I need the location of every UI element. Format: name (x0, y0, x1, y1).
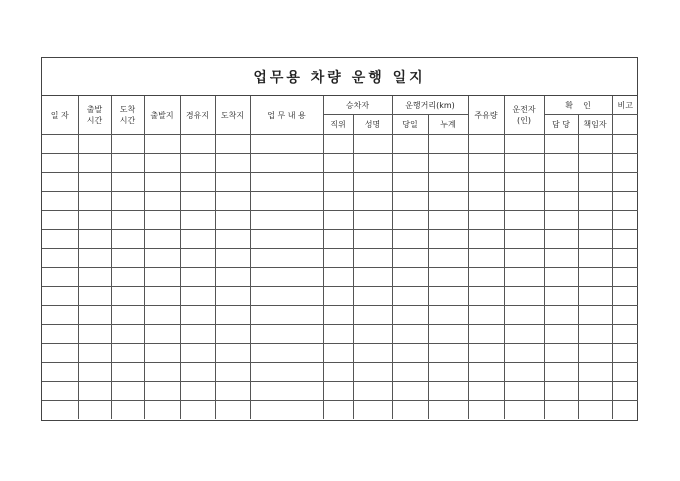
driver-header (504, 96, 544, 135)
entry-cell[interactable] (578, 287, 612, 306)
entry-cell[interactable] (612, 306, 638, 325)
entry-cell[interactable] (612, 325, 638, 344)
entry-cell[interactable] (392, 306, 428, 325)
entry-cell[interactable] (544, 344, 578, 363)
entry-cell[interactable] (323, 325, 353, 344)
entry-cell[interactable] (578, 325, 612, 344)
table-row (42, 306, 638, 325)
entry-cell[interactable] (544, 268, 578, 287)
entry-cell[interactable] (612, 344, 638, 363)
entry-cell[interactable] (250, 135, 323, 154)
entry-cell[interactable] (392, 154, 428, 173)
entry-cell[interactable] (215, 268, 250, 287)
entry-cell[interactable] (392, 192, 428, 211)
table-row (42, 173, 638, 192)
entry-cell[interactable] (323, 211, 353, 230)
entry-cell[interactable] (78, 154, 111, 173)
arrive-time-header-line2: 시간 (119, 116, 136, 125)
entry-cell[interactable] (144, 363, 180, 382)
entry-cell[interactable] (578, 344, 612, 363)
entry-cell[interactable] (428, 287, 468, 306)
entry-cell[interactable] (504, 287, 544, 306)
entry-cell[interactable] (180, 173, 215, 192)
entry-cell[interactable] (250, 268, 323, 287)
entry-cell[interactable] (250, 306, 323, 325)
entry-cell[interactable] (504, 211, 544, 230)
entry-cell[interactable] (428, 154, 468, 173)
entry-cell[interactable] (612, 173, 638, 192)
origin-header: 출발지 (144, 96, 180, 135)
entry-cell[interactable] (180, 382, 215, 401)
vehicle-log-form (41, 57, 638, 421)
entry-cell[interactable] (468, 249, 504, 268)
entry-cell[interactable] (428, 230, 468, 249)
entry-cell[interactable] (78, 192, 111, 211)
entry-cell[interactable] (544, 211, 578, 230)
entry-cell[interactable] (215, 363, 250, 382)
entry-cell[interactable] (250, 192, 323, 211)
entry-cell[interactable] (578, 211, 612, 230)
entry-cell[interactable] (392, 363, 428, 382)
entry-cell[interactable] (353, 344, 392, 363)
entry-cell[interactable] (180, 249, 215, 268)
entry-cell[interactable] (612, 249, 638, 268)
confirm-manager-header: 책임자 (578, 115, 612, 135)
entry-cell[interactable] (111, 325, 144, 344)
entry-cell[interactable] (180, 363, 215, 382)
confirm-header: 확 인 (544, 96, 612, 115)
entry-cell[interactable] (78, 325, 111, 344)
entry-cell[interactable] (468, 344, 504, 363)
entry-cell[interactable] (215, 211, 250, 230)
entry-cell[interactable] (504, 325, 544, 344)
entry-cell[interactable] (428, 344, 468, 363)
entry-cell[interactable] (428, 306, 468, 325)
entry-cell[interactable] (215, 135, 250, 154)
entry-cell[interactable] (468, 268, 504, 287)
entry-cell[interactable] (111, 154, 144, 173)
entry-cell[interactable] (42, 249, 78, 268)
entry-cell[interactable] (323, 306, 353, 325)
entry-cell[interactable] (578, 268, 612, 287)
distance-total-header: 누계 (428, 115, 468, 135)
entry-cell[interactable] (42, 287, 78, 306)
entry-cell[interactable] (353, 287, 392, 306)
entry-cell[interactable] (612, 382, 638, 401)
entry-cell[interactable] (42, 306, 78, 325)
entry-cell[interactable] (78, 401, 111, 420)
entry-cell[interactable] (144, 401, 180, 420)
entry-cell[interactable] (180, 135, 215, 154)
entry-cell[interactable] (215, 401, 250, 420)
entry-cell[interactable] (42, 230, 78, 249)
entry-cell[interactable] (144, 325, 180, 344)
remarks-sub-cell (612, 115, 638, 135)
entry-cell[interactable] (504, 173, 544, 192)
entry-cell[interactable] (78, 287, 111, 306)
entry-cell[interactable] (353, 230, 392, 249)
entry-cell[interactable] (215, 306, 250, 325)
entry-cell[interactable] (353, 306, 392, 325)
entry-cell[interactable] (428, 363, 468, 382)
entry-cell[interactable] (468, 211, 504, 230)
entry-cell[interactable] (392, 382, 428, 401)
entry-cell[interactable] (144, 154, 180, 173)
entry-cell[interactable] (215, 192, 250, 211)
entry-cell[interactable] (250, 211, 323, 230)
entry-cell[interactable] (468, 306, 504, 325)
entry-cell[interactable] (353, 173, 392, 192)
entry-cell[interactable] (78, 268, 111, 287)
entry-cell[interactable] (578, 306, 612, 325)
table-row (42, 211, 638, 230)
entry-cell[interactable] (180, 344, 215, 363)
passenger-rank-header: 직위 (323, 115, 353, 135)
entry-cell[interactable] (78, 306, 111, 325)
entry-cell[interactable] (544, 306, 578, 325)
entry-cell[interactable] (111, 173, 144, 192)
header-row-1 (42, 96, 638, 115)
entry-cell[interactable] (144, 230, 180, 249)
entry-cell[interactable] (78, 135, 111, 154)
entry-cell[interactable] (353, 382, 392, 401)
entry-cell[interactable] (250, 363, 323, 382)
entry-cell[interactable] (428, 249, 468, 268)
entry-cell[interactable] (392, 211, 428, 230)
entry-cell[interactable] (612, 287, 638, 306)
entry-cell[interactable] (215, 154, 250, 173)
entry-cell[interactable] (323, 173, 353, 192)
table-row (42, 325, 638, 344)
entry-cell[interactable] (111, 382, 144, 401)
entry-cell[interactable] (504, 268, 544, 287)
entry-cell[interactable] (323, 192, 353, 211)
entry-cell[interactable] (323, 154, 353, 173)
entry-cell[interactable] (111, 192, 144, 211)
entry-cell[interactable] (468, 135, 504, 154)
entry-cell[interactable] (111, 135, 144, 154)
entry-cell[interactable] (42, 154, 78, 173)
arrive-time-header (111, 96, 144, 135)
table-row (42, 268, 638, 287)
entry-cell[interactable] (215, 344, 250, 363)
entry-cell[interactable] (180, 154, 215, 173)
table-row (42, 230, 638, 249)
entry-cell[interactable] (250, 230, 323, 249)
title-row (42, 58, 637, 96)
entry-cell[interactable] (544, 401, 578, 420)
entry-cell[interactable] (504, 249, 544, 268)
task-header: 업 무 내 용 (250, 96, 323, 135)
entry-cell[interactable] (250, 344, 323, 363)
entry-cell[interactable] (468, 173, 504, 192)
entry-cell[interactable] (215, 325, 250, 344)
entry-cell[interactable] (180, 211, 215, 230)
entry-cell[interactable] (42, 401, 78, 420)
entry-cell[interactable] (144, 192, 180, 211)
entry-cell[interactable] (78, 173, 111, 192)
entry-cell[interactable] (578, 192, 612, 211)
table-row (42, 135, 638, 154)
entry-cell[interactable] (612, 154, 638, 173)
entry-cell[interactable] (323, 230, 353, 249)
depart-time-header-line1: 출발 (86, 105, 103, 114)
arrive-time-header-line1: 도착 (119, 105, 136, 114)
table-row (42, 401, 638, 420)
entry-cell[interactable] (353, 268, 392, 287)
entry-cell[interactable] (504, 192, 544, 211)
entry-cell[interactable] (250, 401, 323, 420)
entry-cell[interactable] (428, 211, 468, 230)
entry-cell[interactable] (504, 306, 544, 325)
form-title: 업무용 차량 운행 일지 (253, 69, 426, 86)
entry-cell[interactable] (215, 382, 250, 401)
entry-cell[interactable] (180, 306, 215, 325)
entry-cell[interactable] (180, 287, 215, 306)
entry-cell[interactable] (42, 363, 78, 382)
entry-cell[interactable] (323, 363, 353, 382)
entry-cell[interactable] (78, 382, 111, 401)
entry-cell[interactable] (544, 154, 578, 173)
entry-cell[interactable] (353, 135, 392, 154)
entry-cell[interactable] (392, 230, 428, 249)
entry-cell[interactable] (144, 287, 180, 306)
entry-cell[interactable] (544, 249, 578, 268)
entry-cell[interactable] (428, 401, 468, 420)
entry-cell[interactable] (78, 211, 111, 230)
entry-cell[interactable] (544, 135, 578, 154)
table-row (42, 154, 638, 173)
entry-cell[interactable] (111, 363, 144, 382)
entry-cell[interactable] (144, 173, 180, 192)
entry-cell[interactable] (544, 287, 578, 306)
entry-cell[interactable] (392, 287, 428, 306)
entry-cell[interactable] (353, 154, 392, 173)
entry-cell[interactable] (544, 173, 578, 192)
entry-cell[interactable] (215, 173, 250, 192)
entry-cell[interactable] (42, 192, 78, 211)
passenger-header: 승차자 (323, 96, 392, 115)
entry-cell[interactable] (612, 401, 638, 420)
entry-cell[interactable] (578, 230, 612, 249)
entry-cell[interactable] (78, 344, 111, 363)
entry-cell[interactable] (612, 135, 638, 154)
entry-cell[interactable] (353, 249, 392, 268)
log-table (42, 96, 638, 419)
table-row (42, 287, 638, 306)
driver-header-line2: (인) (517, 116, 531, 125)
entry-cell[interactable] (180, 325, 215, 344)
entry-cell[interactable] (111, 268, 144, 287)
table-row (42, 249, 638, 268)
entry-cell[interactable] (250, 325, 323, 344)
entry-cell[interactable] (353, 363, 392, 382)
entry-cell[interactable] (612, 192, 638, 211)
entry-cell[interactable] (144, 268, 180, 287)
entry-cell[interactable] (42, 268, 78, 287)
entry-cell[interactable] (323, 268, 353, 287)
entry-cell[interactable] (428, 325, 468, 344)
entry-cell[interactable] (111, 249, 144, 268)
entry-cell[interactable] (250, 287, 323, 306)
entry-cell[interactable] (428, 268, 468, 287)
entry-cell[interactable] (578, 363, 612, 382)
depart-time-header-line2: 시간 (86, 116, 103, 125)
entry-cell[interactable] (578, 382, 612, 401)
driver-header-line1: 운전자 (512, 105, 536, 114)
entry-cell[interactable] (180, 268, 215, 287)
destination-header: 도착지 (215, 96, 250, 135)
table-row (42, 344, 638, 363)
entry-cell[interactable] (504, 230, 544, 249)
entry-cell[interactable] (612, 211, 638, 230)
entry-cell[interactable] (144, 135, 180, 154)
entry-cell[interactable] (468, 401, 504, 420)
entry-cell[interactable] (578, 173, 612, 192)
entry-cell[interactable] (504, 154, 544, 173)
entry-cell[interactable] (42, 325, 78, 344)
entry-cell[interactable] (323, 344, 353, 363)
entry-cell[interactable] (578, 135, 612, 154)
entry-cell[interactable] (428, 135, 468, 154)
entry-cell[interactable] (468, 230, 504, 249)
entry-cell[interactable] (180, 192, 215, 211)
entry-cell[interactable] (428, 192, 468, 211)
entry-cell[interactable] (428, 173, 468, 192)
entry-cell[interactable] (544, 325, 578, 344)
entry-cell[interactable] (578, 401, 612, 420)
entry-cell[interactable] (180, 401, 215, 420)
entry-cell[interactable] (468, 382, 504, 401)
entry-cell[interactable] (544, 382, 578, 401)
remarks-header: 비고 (612, 96, 638, 115)
depart-time-header (78, 96, 111, 135)
entry-cell[interactable] (250, 173, 323, 192)
confirm-staff-header: 담 당 (544, 115, 578, 135)
entry-cell[interactable] (144, 344, 180, 363)
entry-cell[interactable] (544, 363, 578, 382)
entry-cell[interactable] (323, 249, 353, 268)
entry-cell[interactable] (392, 268, 428, 287)
entry-cell[interactable] (323, 287, 353, 306)
passenger-name-header: 성명 (353, 115, 392, 135)
entry-cell[interactable] (111, 211, 144, 230)
entry-cell[interactable] (42, 173, 78, 192)
table-row (42, 382, 638, 401)
entry-cell[interactable] (504, 401, 544, 420)
entry-cell[interactable] (612, 363, 638, 382)
entry-cell[interactable] (392, 325, 428, 344)
entry-cell[interactable] (78, 230, 111, 249)
entry-cell[interactable] (428, 382, 468, 401)
entry-cell[interactable] (78, 363, 111, 382)
entry-cell[interactable] (578, 249, 612, 268)
entry-cell[interactable] (544, 230, 578, 249)
entry-cell[interactable] (612, 268, 638, 287)
entry-cell[interactable] (392, 401, 428, 420)
entry-cell[interactable] (392, 135, 428, 154)
entry-cell[interactable] (144, 249, 180, 268)
entry-cell[interactable] (144, 306, 180, 325)
entry-cell[interactable] (468, 154, 504, 173)
entry-cell[interactable] (78, 249, 111, 268)
distance-day-header: 당일 (392, 115, 428, 135)
entry-cell[interactable] (578, 154, 612, 173)
entry-cell[interactable] (468, 192, 504, 211)
entry-cell[interactable] (111, 401, 144, 420)
entry-cell[interactable] (111, 344, 144, 363)
entry-cell[interactable] (468, 325, 504, 344)
entry-cell[interactable] (111, 306, 144, 325)
entry-cell[interactable] (504, 344, 544, 363)
entry-cell[interactable] (504, 382, 544, 401)
entry-cell[interactable] (323, 401, 353, 420)
table-row (42, 192, 638, 211)
entry-cell[interactable] (250, 154, 323, 173)
entry-cell[interactable] (544, 192, 578, 211)
entry-cell[interactable] (504, 135, 544, 154)
waypoint-header: 경유지 (180, 96, 215, 135)
entry-cell[interactable] (323, 382, 353, 401)
entry-cell[interactable] (250, 249, 323, 268)
entry-cell[interactable] (215, 249, 250, 268)
entry-cell[interactable] (612, 230, 638, 249)
entry-cell[interactable] (144, 211, 180, 230)
entry-cell[interactable] (353, 192, 392, 211)
entry-cell[interactable] (468, 363, 504, 382)
entry-cell[interactable] (180, 230, 215, 249)
entry-cell[interactable] (250, 382, 323, 401)
entry-cell[interactable] (392, 344, 428, 363)
entry-cell[interactable] (353, 211, 392, 230)
entry-cell[interactable] (353, 401, 392, 420)
table-row (42, 363, 638, 382)
entry-cell[interactable] (215, 287, 250, 306)
entry-cell[interactable] (468, 287, 504, 306)
entry-cell[interactable] (392, 249, 428, 268)
entry-cell[interactable] (392, 173, 428, 192)
entry-cell[interactable] (323, 135, 353, 154)
log-body (42, 135, 638, 420)
entry-cell[interactable] (353, 325, 392, 344)
entry-cell[interactable] (42, 344, 78, 363)
entry-cell[interactable] (42, 135, 78, 154)
entry-cell[interactable] (144, 382, 180, 401)
entry-cell[interactable] (42, 211, 78, 230)
date-header: 일 자 (42, 96, 78, 135)
entry-cell[interactable] (111, 230, 144, 249)
distance-header: 운행거리(km) (392, 96, 468, 115)
entry-cell[interactable] (111, 287, 144, 306)
entry-cell[interactable] (504, 363, 544, 382)
entry-cell[interactable] (215, 230, 250, 249)
fuel-header: 주유량 (468, 96, 504, 135)
entry-cell[interactable] (42, 382, 78, 401)
